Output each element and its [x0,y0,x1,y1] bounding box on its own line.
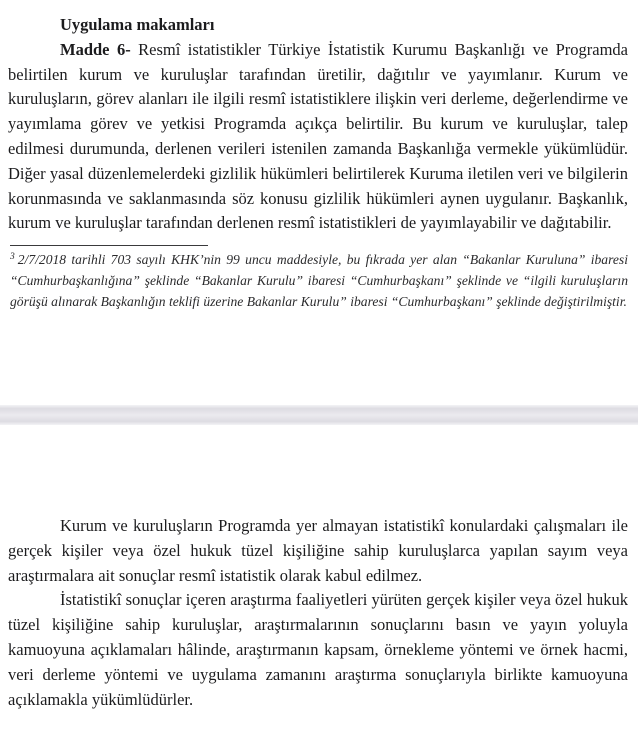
article-6-paragraph [8,38,628,236]
footnote-separator-rule [10,245,208,246]
section-heading: Uygulama makamları [60,15,215,34]
footnote [10,250,628,313]
article-6-lead: Madde 6- [60,39,131,59]
page-separator-band [0,405,638,425]
footnote-block [8,245,628,313]
footnote-text: 2/7/2018 tarihli 703 sayılı KHK’nin 99 uncu maddesiyle, bu fıkrada yer alan “Bakanlar Kuruluna” ibaresi “Cumhurbaşkanlığına” şeklinde “Bakanlar Kurulu” ibaresi “Cumhurbaşkanı” şeklinde ve “ilgili kuruluşların görüşü alınarak Başkanlığın teklifi üzerine Bakanlar Kurulu” ibaresi “Cumhurbaşkanı” şeklinde değiştirilmiştir. [10,252,628,309]
article-6-body: Resmî istatistikler Türkiye İstatistik Kurumu Başkanlığı ve Programda belirtilen kurum ve kuruluşlar tarafından üretilir, dağıtılır ve yayımlanır. Kurum ve kuruluşların, görev alanları ile ilgili resmî istatistiklere ilişkin veri derleme, değerlendirme ve yayımlama görev ve yetkisi Programda açıkça belirtilir. Bu kurum ve kuruluşlar, talep edilmesi durumunda, derlenen verileri istenilen zamanda Başkanlığa vermekle yükümlüdür. Diğer yasal düzenlemelerdeki gizlilik hükümleri belirtilerek Kuruma iletilen veri ve bilgilerin korunmasında ve saklanmasında söz konusu gizlilik hükümleri aynen uygulanır. Başkanlık, kurum ve kuruluşlar tarafından derlenen resmî istatistikleri de yayımlayabilir ve dağıtabilir. [8,39,628,233]
footnote-marker: 3 [10,251,15,262]
document-page-bottom [0,425,638,731]
paragraph-research-disclosure: İstatistikî sonuçlar içeren araştırma faaliyetleri yürüten gerçek kişiler veya özel hukuk tüzel kişiliğine sahip kuruluşlar, araştırmalarının sonuçlarını basın ve yayın yoluyla kamuoyuna açıklamaları hâlinde, araştırmanın kapsam, örnekleme yöntemi ve örnek hacmi, veri derleme yöntemi ve uygulama zamanını araştırma sonuçlarıyla birlikte kamuoyuna açıklamakla yükümlüdürler. [8,590,628,709]
paragraph-official-statistics: Kurum ve kuruluşların Programda yer almayan istatistikî konulardaki çalışmaları ile gerçek kişiler veya özel hukuk tüzel kişiliğine sahip kuruluşlarca yapılan sayım veya araştırmalara ait sonuçlar resmî istatistik olarak kabul edilmez. [8,516,628,585]
